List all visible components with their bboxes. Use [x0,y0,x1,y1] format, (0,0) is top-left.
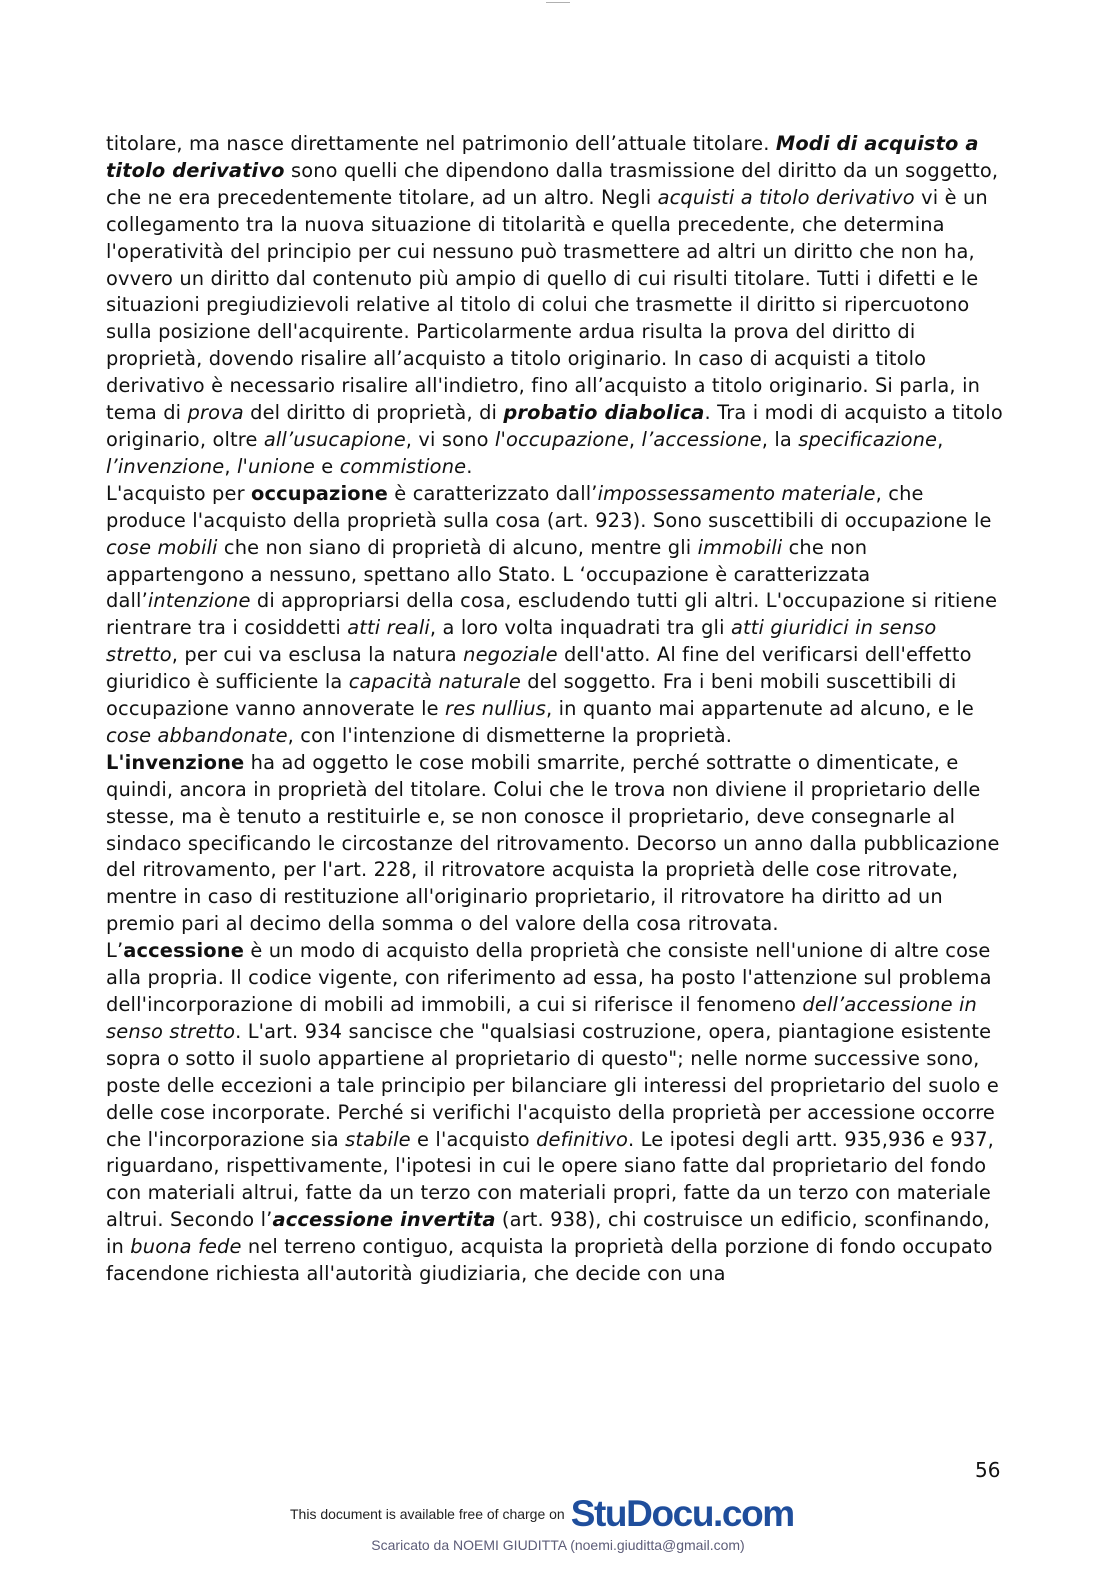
text-run: vi è un collegamento tra la nuova situazione di titolarità e quella precedente, che determina l'operatività del principio per cui nessuno può trasmettere ad altri un diritto che non ha, ovvero un diritto dal contenuto più ampio di quello di cui risulti titolare. Tutti i difetti e le situazioni pregiudizievoli relative al titolo di colui che trasmette il diritto si ripercuotono sulla posizione dell'acquirente. Particolarmente ardua risulta la prova del diritto di proprietà, dovendo risalire all’acquisto a titolo originario. In caso di acquisti a titolo derivativo è necessario risalire all'indietro, fino all’acquisto a titolo originario. Si parla, in tema di [106,185,988,425]
text-run: che non siano di proprietà di alcuno, mentre gli [217,535,698,559]
text-run: è un modo di acquisto della proprietà che consiste nell'unione di altre cose alla propria. Il codice vigente, con riferimento ad essa, ha posto l'attenzione sul problema dell'incorporazione di mobili ad immobili, a cui si riferisce il fenomeno [106,939,992,1016]
emphasis-run: specificazione [798,427,938,451]
availability-text: This document is available free of charge on [290,1506,565,1522]
emphasis-run: negoziale [463,643,558,667]
emphasis-run: occupazione [251,481,388,505]
paragraph [106,131,1006,481]
paragraph [106,750,1006,938]
text-run: , [224,454,238,478]
emphasis-run: atti giuridici in senso stretto [106,616,937,667]
paragraph [106,481,1006,750]
text-run: che non appartengono a nessuno, spettano allo Stato. L ‘occupazione è caratterizzata dall’ [106,535,871,613]
download-credit: Scaricato da NOEMI GIUDITTA (noemi.giuditta@gmail.com) [371,1537,745,1553]
text-run: , [628,427,642,451]
emphasis-run: intenzione [147,589,251,613]
document-body [106,131,1006,1288]
text-run: . L'art. 934 sancisce che "qualsiasi costruzione, opera, piantagione esistente sopra o sotto il suolo appartiene al proprietario di questo"; nelle norme successive sono, poste delle eccezioni a tale principio per bilanciare gli interessi del proprietario del suolo e delle cose incorporate. Perché si verifichi l'acquisto della proprietà per accessione occorre che l'incorporazione sia [106,1019,999,1151]
emphasis-run: cose mobili [106,535,218,559]
paragraph [106,938,1006,1288]
text-run: , con l'intenzione di dismetterne la proprietà. [287,723,733,747]
emphasis-run: dell’accessione in senso stretto [106,993,977,1043]
emphasis-run: cose abbandonate [106,723,288,747]
emphasis-run: prova [187,401,244,425]
studocu-logo[interactable]: StuDocu.com [570,1493,794,1534]
text-run: , in quanto mai appartenute ad alcuno, e le [545,697,974,721]
text-run: nel terreno contiguo, acquista la proprietà della porzione di fondo occupato facendone richiesta all'autorità giudiziaria, che decide con una [106,1235,993,1286]
emphasis-run: l’accessione [641,427,762,451]
emphasis-run: l'unione [237,454,315,478]
text-run: e l'acquisto [410,1127,537,1151]
text-run: . Tra i modi di acquisto a titolo originario, oltre [106,401,1003,451]
text-run: del soggetto. Fra i beni mobili suscettibili di occupazione vanno annoverate le [106,670,957,721]
text-run: , [937,427,944,451]
emphasis-run: definitivo [536,1127,629,1151]
text-run: sono quelli che dipendono dalla trasmissione del diritto da un soggetto, che ne era precedentemente titolare, ad un altro. Negli [106,158,999,209]
emphasis-run: impossessamento materiale [597,481,876,505]
emphasis-run: res nullius [445,697,546,721]
text-run: ha ad oggetto le cose mobili smarrite, perché sottratte o dimenticate, e quindi, ancora in proprietà del titolare. Colui che le trova non diviene il proprietario delle stesse, ma è tenuto a restituirle e, se non conosce il proprietario, deve consegnarle al sindaco specificando le circostanze del ritrovamento. Decorso un anno dalla pubblicazione del ritrovamento, per l'art. 228, il ritrovatore acquista la proprietà delle cose ritrovate, mentre in caso di restituzione all'originario proprietario, il ritrovatore ha diritto ad un premio pari al decimo della somma o del valore della cosa ritrovata. [106,750,1000,936]
emphasis-run: accessione [123,939,245,963]
text-run: , per cui va esclusa la natura [171,643,464,667]
emphasis-run: Modi di acquisto a titolo derivativo [106,132,979,182]
emphasis-run: probatio diabolica [503,401,705,425]
text-run: . Le ipotesi degli artt. 935,936 e 937, riguardano, rispettivamente, l'ipotesi in cui le opere siano fatte dal proprietario del fondo con materiali altrui, fatte da un terzo con materiali propri, fatte da un terzo con materiale altrui. Secondo l’ [106,1127,994,1232]
text-run: , vi sono [405,427,495,451]
text-run: e [314,454,340,478]
emphasis-run: buona fede [130,1235,242,1259]
text-run: titolare, ma nasce direttamente nel patrimonio dell’attuale titolare. [106,132,776,155]
text-run: del diritto di proprietà, di [243,401,504,425]
emphasis-run: capacità naturale [348,670,521,694]
text-run: , a loro volta inquadrati tra gli [429,616,731,640]
text-run: dell'atto. Al fine del verificarsi dell'effetto giuridico è sufficiente la [106,643,972,694]
page-number: 56 [975,1458,1001,1482]
header-rule [546,2,570,3]
studocu-banner[interactable] [290,1493,794,1535]
text-run: , che produce l'acquisto della proprietà sulla cosa (art. 923). Sono suscettibili di occupazione le [106,481,992,532]
text-run: L’ [106,939,124,963]
text-run: è caratterizzato dall’ [387,481,598,505]
emphasis-run: commistione [339,454,467,478]
text-run: di appropriarsi della cosa, escludendo tutti gli altri. L'occupazione si ritiene rientrare tra i cosiddetti [106,589,998,640]
emphasis-run: acquisti a titolo derivativo [657,185,915,209]
text-run: . [466,454,473,478]
emphasis-run: accessione invertita [272,1208,496,1232]
text-run: , la [761,427,799,451]
text-run: L'acquisto per [106,481,252,505]
emphasis-run: l'occupazione [494,427,629,451]
text-run: (art. 938), chi costruisce un edificio, sconfinando, in [106,1208,990,1259]
emphasis-run: all’usucapione [263,427,406,451]
emphasis-run: stabile [345,1127,411,1151]
emphasis-run: atti reali [347,616,430,640]
emphasis-run: immobili [697,535,783,559]
emphasis-run: L'invenzione [106,750,245,774]
emphasis-run: l’invenzione [106,454,225,478]
